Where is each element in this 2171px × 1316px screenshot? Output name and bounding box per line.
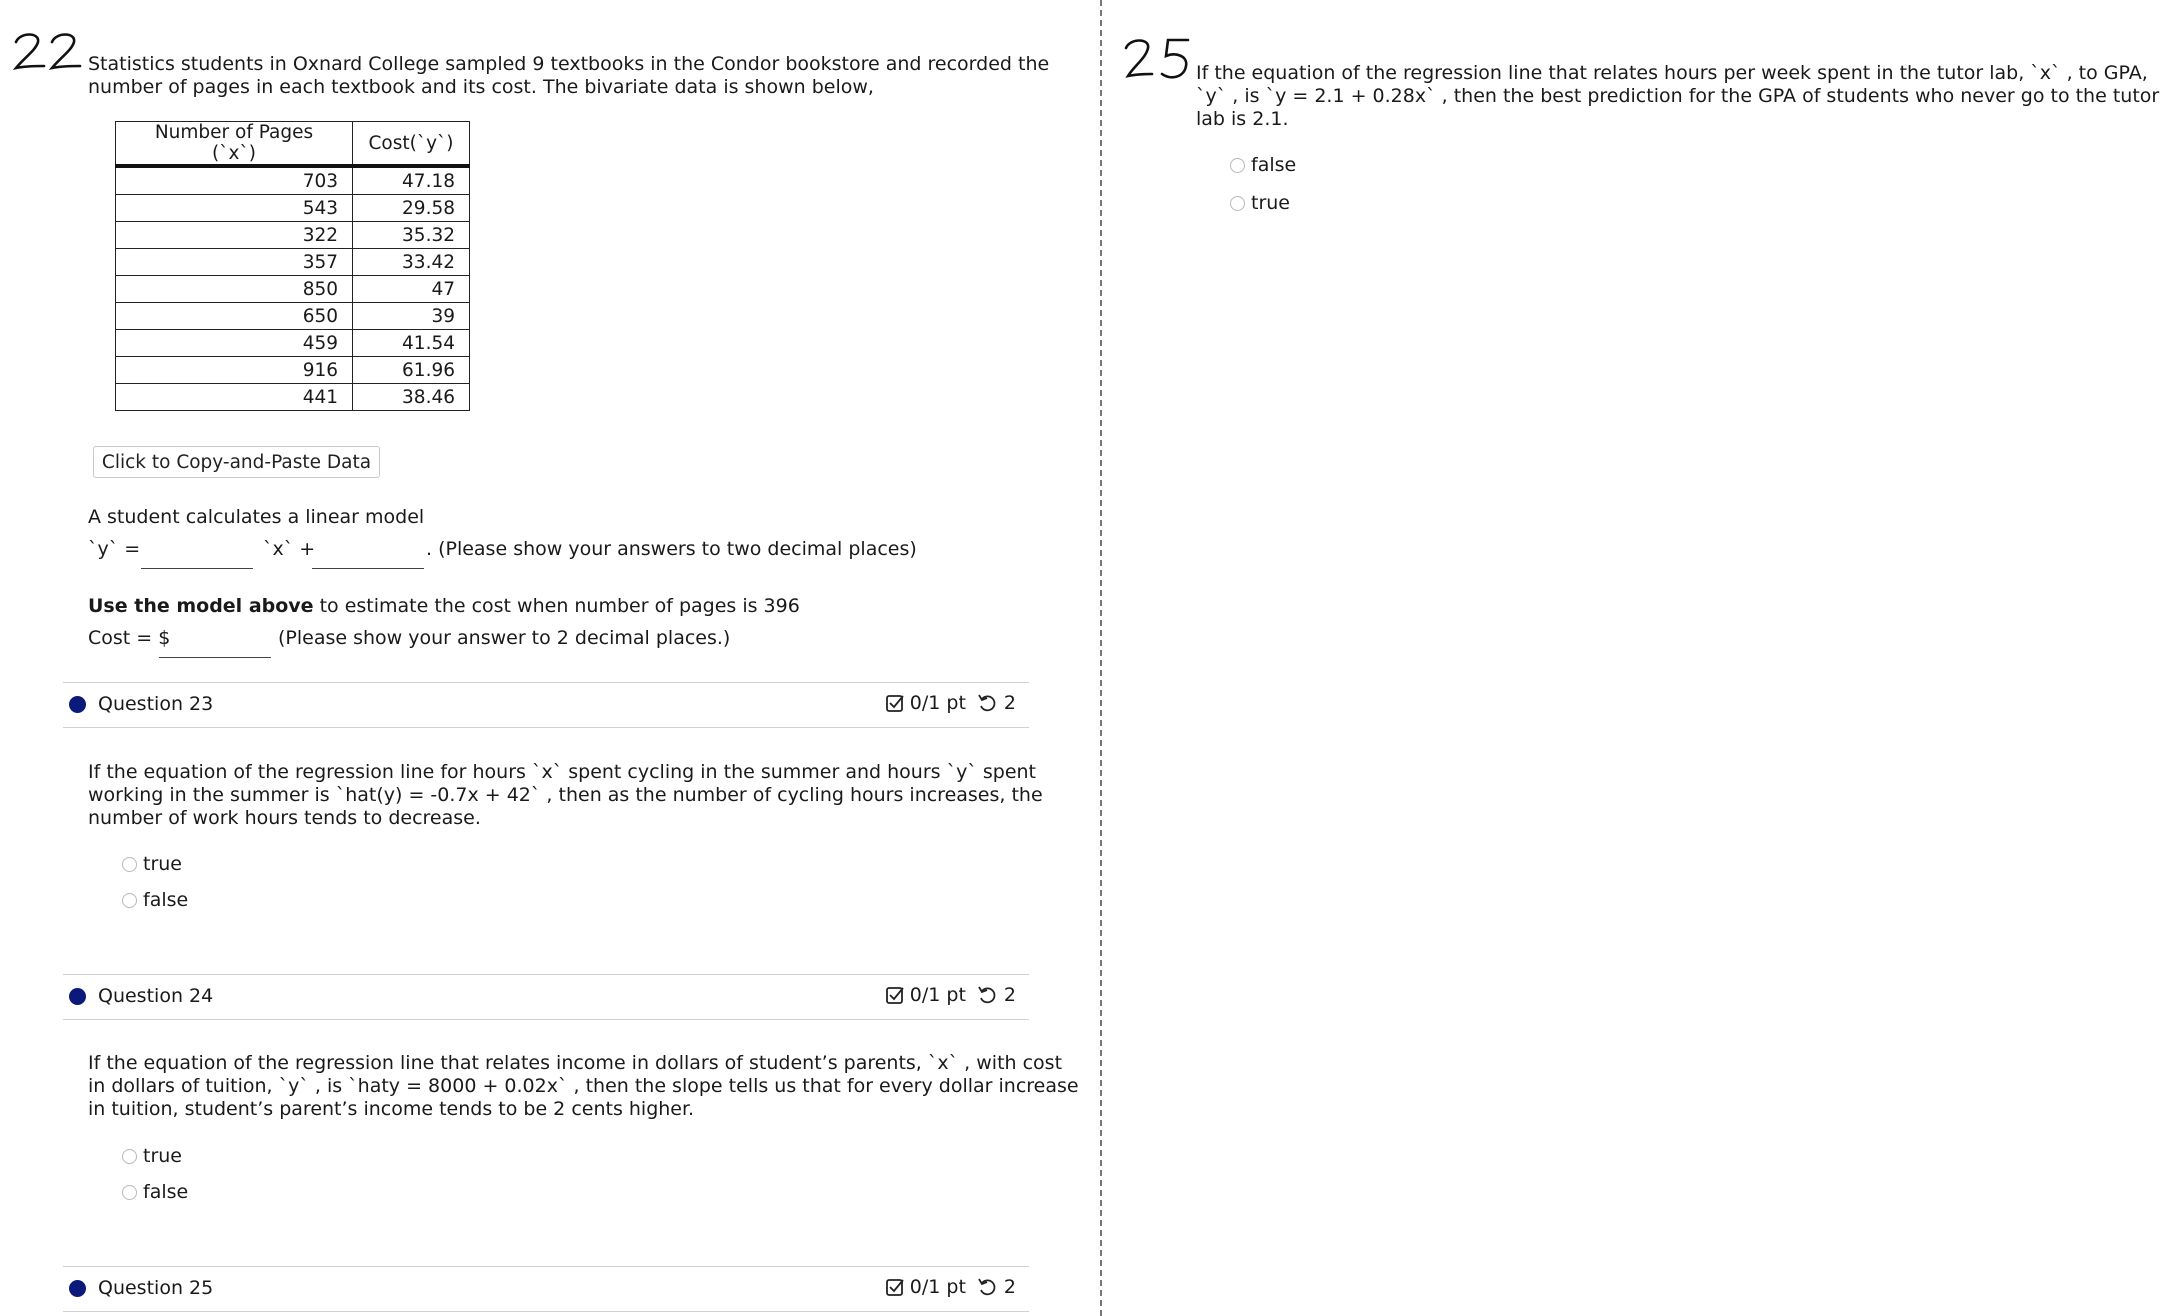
question-23-retries: 2 <box>1003 692 1016 714</box>
question-24-retries: 2 <box>1003 984 1016 1006</box>
option-label: false <box>143 889 189 911</box>
question-24-line3: in tuition, student’s parent’s income tends to be 2 cents higher. <box>88 1098 695 1120</box>
model-hint: . (Please show your answers to two decimal places) <box>426 538 917 560</box>
cell-cost: 38.46 <box>353 384 470 411</box>
cell-pages: 357 <box>116 249 353 276</box>
cell-pages: 322 <box>116 222 353 249</box>
cell-pages: 703 <box>116 166 353 195</box>
question-23-line3: number of work hours tends to decrease. <box>88 807 481 829</box>
radio-button[interactable] <box>122 1185 137 1200</box>
y-equals-label: `y` = <box>88 538 141 560</box>
cell-cost: 41.54 <box>353 330 470 357</box>
table-row <box>116 276 470 303</box>
cell-pages: 543 <box>116 195 353 222</box>
question-24-text <box>88 1052 1079 1121</box>
question-24-points: 0/1 pt <box>909 984 966 1006</box>
retry-icon[interactable] <box>977 1277 999 1297</box>
x-plus-label: `x` + <box>263 538 316 560</box>
radio-button[interactable] <box>122 1149 137 1164</box>
radio-button[interactable] <box>1230 196 1245 211</box>
retry-icon[interactable] <box>977 693 999 713</box>
checkbox-score-icon <box>885 1277 905 1297</box>
question-23-title: Question 23 <box>98 693 214 715</box>
question-24-header <box>63 974 1029 1020</box>
estimate-rest-text: to estimate the cost when number of pages is 396 <box>313 595 800 617</box>
cell-pages: 850 <box>116 276 353 303</box>
question-25-line2: `y` , is `y = 2.1 + 0.28x` , then the best prediction for the GPA of students who never go to the tutor <box>1196 85 2160 107</box>
table-row <box>116 303 470 330</box>
header-cost: Cost(`y`) <box>353 122 470 167</box>
option-label: false <box>143 1181 189 1203</box>
question-24-line1: If the equation of the regression line that relates income in dollars of student’s parents, `x` , with cost <box>88 1052 1063 1074</box>
option-label: false <box>1251 154 1297 176</box>
cell-cost: 61.96 <box>353 357 470 384</box>
q23-option-false[interactable] <box>122 889 188 911</box>
handwritten-number-25 <box>1120 34 1192 86</box>
table-row <box>116 222 470 249</box>
cell-cost: 29.58 <box>353 195 470 222</box>
checkbox-score-icon <box>885 985 905 1005</box>
q22-intro-line2: number of pages in each textbook and its cost. The bivariate data is shown below, <box>88 76 874 98</box>
table-row <box>116 384 470 411</box>
question-25-points: 0/1 pt <box>909 1276 966 1298</box>
checkbox-score-icon <box>885 693 905 713</box>
question-bullet-icon <box>69 1280 86 1297</box>
table-row <box>116 357 470 384</box>
option-label: true <box>143 853 182 875</box>
bivariate-data-table <box>115 121 470 411</box>
question-25-title: Question 25 <box>98 1277 214 1299</box>
q24-option-true[interactable] <box>122 1145 182 1167</box>
q23-option-true[interactable] <box>122 853 182 875</box>
table-row <box>116 195 470 222</box>
question-23-text <box>88 761 1043 830</box>
q22-intro-line1: Statistics students in Oxnard College sampled 9 textbooks in the Condor bookstore and recorded the <box>88 53 1050 75</box>
model-text: A student calculates a linear model <box>88 506 425 528</box>
question-23-score <box>885 692 1016 714</box>
cell-pages: 459 <box>116 330 353 357</box>
question-25-line3: lab is 2.1. <box>1196 108 1289 130</box>
question-bullet-icon <box>69 988 86 1005</box>
question-23-line2: working in the summer is `hat(y) = -0.7x + 42` , then as the number of cycling hours increases, the <box>88 784 1043 806</box>
question-25-retries: 2 <box>1003 1276 1016 1298</box>
estimate-instruction <box>88 595 800 617</box>
cell-pages: 650 <box>116 303 353 330</box>
table-row <box>116 166 470 195</box>
radio-button[interactable] <box>122 857 137 872</box>
table-row <box>116 330 470 357</box>
cell-cost: 35.32 <box>353 222 470 249</box>
question-25-header <box>63 1266 1029 1312</box>
question-24-line2: in dollars of tuition, `y` , is `haty = 8000 + 0.02x` , then the slope tells us that for every dollar increase <box>88 1075 1079 1097</box>
question-25-score <box>885 1276 1016 1298</box>
option-label: true <box>143 1145 182 1167</box>
retry-icon[interactable] <box>977 985 999 1005</box>
question-23-header <box>63 682 1029 728</box>
radio-button[interactable] <box>1230 158 1245 173</box>
slope-input[interactable] <box>141 544 253 569</box>
copy-paste-data-button[interactable]: Click to Copy-and-Paste Data <box>93 446 380 478</box>
option-label: true <box>1251 192 1290 214</box>
question-25-text <box>1196 62 2159 131</box>
handwritten-number-22 <box>10 28 82 72</box>
q25-option-true[interactable] <box>1230 192 1290 214</box>
q25-option-false[interactable] <box>1230 154 1296 176</box>
header-pages: Number of Pages (`x`) <box>116 122 353 167</box>
cost-input[interactable] <box>159 633 271 658</box>
cell-pages: 441 <box>116 384 353 411</box>
question-23-points: 0/1 pt <box>909 692 966 714</box>
q22-intro <box>88 53 1049 99</box>
cell-cost: 47.18 <box>353 166 470 195</box>
cost-hint: (Please show your answer to 2 decimal places.) <box>278 627 731 649</box>
cost-label: Cost = $ <box>88 627 171 649</box>
question-24-score <box>885 984 1016 1006</box>
cell-cost: 39 <box>353 303 470 330</box>
radio-button[interactable] <box>122 893 137 908</box>
cell-cost: 33.42 <box>353 249 470 276</box>
q24-option-false[interactable] <box>122 1181 188 1203</box>
table-header-row <box>116 122 470 167</box>
intercept-input[interactable] <box>312 544 424 569</box>
question-bullet-icon <box>69 696 86 713</box>
column-divider <box>1100 0 1102 1316</box>
cell-pages: 916 <box>116 357 353 384</box>
estimate-bold-text: Use the model above <box>88 595 314 617</box>
question-24-title: Question 24 <box>98 985 214 1007</box>
question-25-line1: If the equation of the regression line that relates hours per week spent in the tutor lab, `x` , to GPA, <box>1196 62 2148 84</box>
cell-cost: 47 <box>353 276 470 303</box>
table-row <box>116 249 470 276</box>
question-23-line1: If the equation of the regression line for hours `x` spent cycling in the summer and hours `y` spent <box>88 761 1037 783</box>
